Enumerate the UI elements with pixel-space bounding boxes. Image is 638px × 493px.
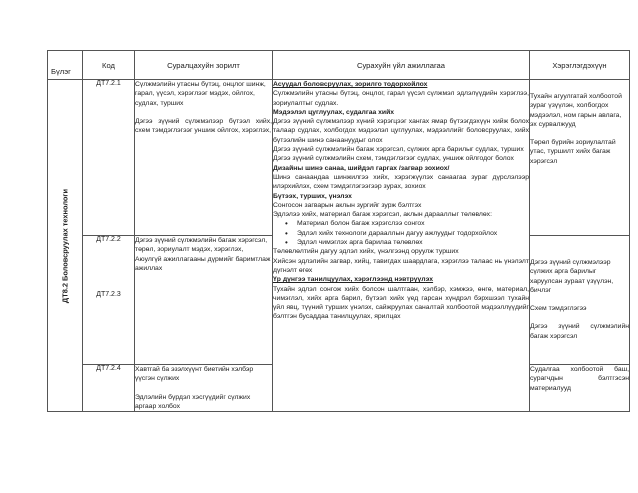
activity-bullet: • Эдлэл чимэглэх арга барилаа төлөвлөх [297, 238, 529, 247]
code-cell [83, 236, 135, 365]
activity-line: Асуудал боловсруулах, зорилго тодорхойлох [273, 81, 428, 88]
activity-line: Дизайны шинэ санаа, шийдэл гаргах /загвар зохиох/ [273, 164, 450, 172]
activity-cell [273, 80, 530, 412]
activity-line: Тухайн эдлэл сонгож хийх болсон шалтгаан, хэлбэр, хэмжээ, өнгө, материал, чимэглэл, хийх арга барил, бүтээл хийх үед гарсан хүндрэл бэрхшээл тухайн үйл явц, түүний турших үнэлэх, сайжруулах саналтай холбоотой мэдээллүүдийг бэлтгэн бусаддаа танилцуулах, ярилцах [273, 285, 529, 321]
activity-line: Дэгээ зүүний сүлжмэлээр хүний хэрэгцээг хангах ямар бүтээгдэхүүн хийж болох талаар судлах, холбогдох мэдээлэл цуглуулах, мэдээллийг боловсруулах, хийх бүтээлийн шинэ санаануудыг олох [273, 118, 529, 144]
resources-cell [530, 365, 630, 412]
activity-line: Бүтээх, турших, үнэлэх [273, 192, 352, 200]
resources-text: Тухайн агуулгатай холбоотой зураг үзүүлэн, холбогдох мэдээлэл, ном гарын авлага, эх сурвалжууд [530, 93, 622, 128]
activity-line: Төлөвлөлтийн дагуу эдлэл хийх, үнэлгээнд оруулж турших [273, 248, 459, 256]
activity-line: Үр дүнгээ танилцуулах, хэрэглээнд нэвтрүүлэх [273, 276, 434, 284]
objective-text: Хавтгай ба эзэлхүүнт биетийн хэлбэр үүсгэн сүлжих [135, 366, 254, 383]
header-bulag: Бүлэг [48, 51, 83, 80]
objective-text-2: Эдлэлийн бүрдэл хэсгүүдийг сүлжих аргаар холбох [135, 393, 251, 410]
objective-text-2: Аюулгүй ажиллагааны дүрмийг баримтлаж ажиллах [135, 255, 271, 272]
resources-text-2: Схем тэмдэглэгээ [530, 305, 587, 313]
activity-block-2 [273, 247, 529, 321]
resources-text: Дэгээ зүүний сүлжмэлээр сүлжих арга барилыг харуулсан зураат үзүүлэн, бичлэг [530, 259, 614, 294]
code-cell: ДТ7.2.4 [83, 365, 135, 412]
activity-line: Шинэ санаандаа шинжилгээ хийх, хэрэгжүүлэх санаагаа зураг дүрслэлээр илэрхийлэх, схем тэмдэглэгээгээр зурах, зохиох [273, 173, 529, 191]
header-objective: Суралцахуйн зорилт [135, 51, 273, 80]
header-activity: Сурахуйн үйл ажиллагаа [273, 51, 530, 80]
header-code: Код [83, 51, 135, 80]
activity-bullet: • Материал болон багаж хэрэгслээ сонгох [297, 219, 529, 228]
activity-block-1 [273, 80, 529, 219]
table-row [48, 80, 630, 236]
objective-text: Сүлжмэлийн утасны бүтэц, онцлог шинж, гарал, үүсэл, хэрэглээг мэдэх, ойлгох, судлах, турших [135, 81, 266, 107]
objective-text: Дэгээ зүүний сүлжмэлийн багаж хэрэгсэл, төрөл, зориулалт мэдэх, хэрэглэх, [135, 237, 268, 254]
activity-line: Сүлжмэлийн утасны бүтэц, онцлог, гарал үүсэл сүлжмэл эдлэлүүдийн хэрэглээ, зориулалтыг судлах. [273, 90, 529, 107]
objective-cell [135, 80, 273, 236]
activity-line: Мэдээлэл цуглуулах, судалгаа хийх [273, 108, 395, 116]
resources-text: Судалгаа холбоотой баш, сурагчдын бэлтгэсэн материалууд [530, 366, 629, 392]
resources-text-3: Дэгээ зүүний сүлжмэлийн багаж хэрэгсэл [530, 323, 629, 340]
code-text-2: ДТ7.2.3 [96, 291, 121, 298]
activity-line: Дэгээ зүүний сүлжмэлийн схем, тэмдэглэгээг судлах, уншиж ойлгодог болох [273, 155, 514, 163]
code-text: ДТ7.2.2 [96, 236, 121, 243]
table-header-row [48, 51, 630, 80]
activity-bullet: • Эдлэл хийх технологи дарааллын дагуу ажлуудыг тодорхойлох [297, 229, 529, 238]
curriculum-table [47, 50, 630, 412]
objective-text-2: Дэгээ зүүний сүлжмэлээр бүтээл хийх, схем тэмдэглэгээг уншиж ойлгох, хэрэглэх, [135, 117, 272, 135]
activity-line: Сонгосон загварын аклын зургийг зурж бэлтгэх [273, 201, 422, 209]
activity-line: Хийсэн эдлэлийн загвар, хийц, тавигдах шаардлага, хэрэглээ талаас нь үнэлэлт дүгнэлт өгөх [273, 257, 529, 274]
activity-line: Дэгээ зүүний сүлжмэлийн багаж хэрэгсэл, сүлжих арга барилыг судлах, турших [273, 146, 524, 154]
activity-bullet-list [273, 219, 529, 247]
section-label: ДТ8.2 Боловсруулах технологи [60, 188, 70, 303]
section-cell [48, 80, 83, 412]
resources-text-2: Төрөл бүрийн зориулалтай утас, туршилт хийх багаж хэрэгсэл [530, 139, 616, 165]
objective-cell [135, 365, 273, 412]
objective-cell [135, 236, 273, 365]
header-resources: Хэрэглэгдэхүүн [530, 51, 630, 80]
activity-line: Эдлэлээ хийх, материал багаж хэрэгсэл, аклын дарааллыг төлөвлөх: [273, 211, 492, 219]
resources-cell [530, 80, 630, 236]
resources-cell [530, 236, 630, 365]
code-cell: ДТ7.2.1 [83, 80, 135, 236]
